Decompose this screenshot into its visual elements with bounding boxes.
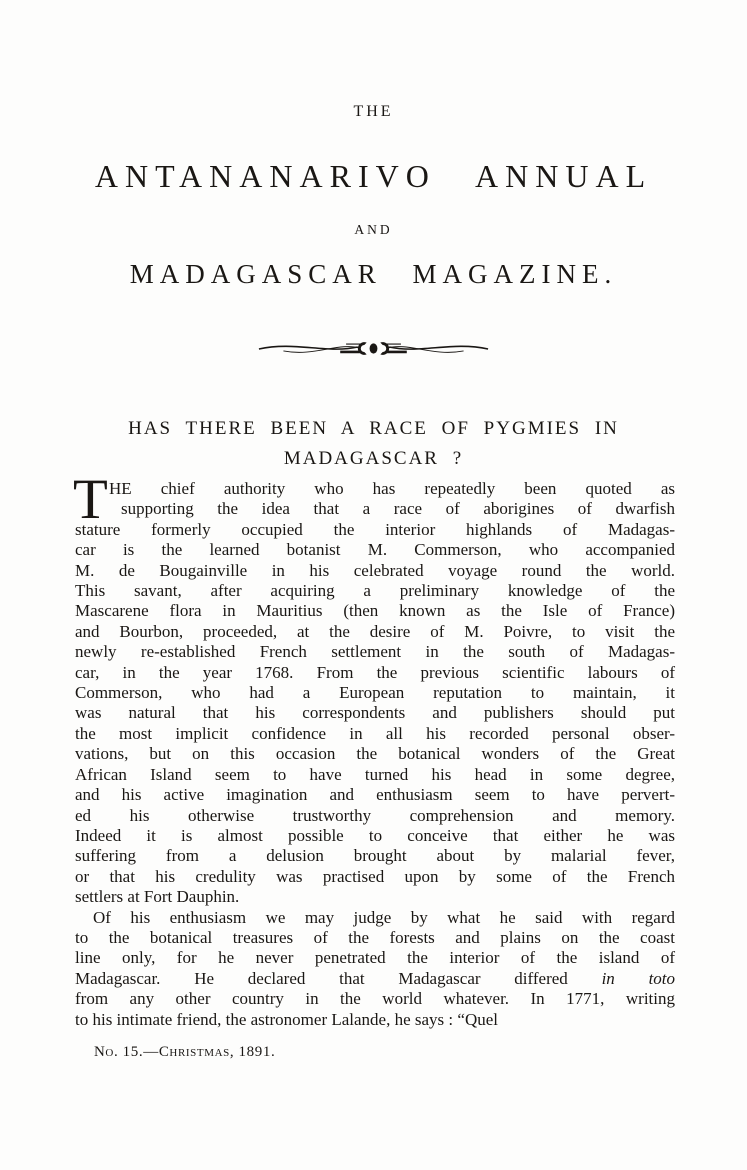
text-line: stature formerly occupied the interior highlands of Madagas- <box>75 519 675 539</box>
text-line: was natural that his correspondents and publishers should put <box>75 703 675 723</box>
text-line: HE chief authority who has repeatedly been quoted as <box>109 479 675 498</box>
masthead-kicker: THE <box>353 103 394 120</box>
text-line: vations, but on this occasion the botanical wonders of the Great <box>75 744 675 764</box>
masthead-title: ANTANANARIVO ANNUAL <box>94 158 653 194</box>
text-segment: Madagascar. He declared that Madagascar differed <box>75 968 568 988</box>
issue-footer: No. 15.—Christmas, 1891. <box>94 1044 276 1060</box>
article-body <box>73 468 676 1030</box>
flourish-divider-icon <box>0 335 747 363</box>
article-heading <box>0 414 747 474</box>
text-line: and his active imagination and enthusiasm seem to have pervert- <box>75 785 675 805</box>
text-line: or that his credulity was practised upon by some of the French <box>75 866 675 886</box>
text-line: and Bourbon, proceeded, at the desire of M. Poivre, to visit the <box>75 621 675 641</box>
paragraph-1 <box>73 468 675 908</box>
article-heading-line2: MADAGASCAR ? <box>283 448 464 469</box>
paragraph-2 <box>75 908 675 1030</box>
masthead-conjunction: AND <box>354 222 393 237</box>
text-line: newly re-established French settlement in the south of Madagas- <box>75 642 675 662</box>
text-line: suffering from a delusion brought about by malarial fever, <box>75 846 675 866</box>
text-line: to the botanical treasures of the forests and plains on the coast <box>75 927 675 947</box>
drop-cap: T <box>73 468 108 531</box>
text-line: line only, for he never penetrated the interior of the island of <box>75 948 675 968</box>
text-line: Mascarene flora in Mauritius (then known as the Isle of France) <box>75 601 675 621</box>
italic-phrase: in toto <box>601 968 676 988</box>
article-heading-line1: HAS THERE BEEN A RACE OF PYGMIES IN <box>128 418 619 439</box>
text-line: supporting the idea that a race of aborigines of dwarfish <box>121 499 675 519</box>
text-line: car is the learned botanist M. Commerson, who accompanied <box>75 540 675 560</box>
text-line: car, in the year 1768. From the previous scientific labours of <box>75 662 675 682</box>
text-line: to his intimate friend, the astronomer Lalande, he says : “Quel <box>75 1009 498 1029</box>
text-line: Indeed it is almost possible to conceive that either he was <box>75 825 675 845</box>
text-line <box>75 969 675 989</box>
text-line: M. de Bougainville in his celebrated voyage round the world. <box>75 560 675 580</box>
masthead-subtitle: MADAGASCAR MAGAZINE. <box>129 259 618 289</box>
text-line: settlers at Fort Dauphin. <box>75 887 240 907</box>
text-line: the most implicit confidence in all his recorded personal obser- <box>75 723 675 743</box>
text-line: Of his enthusiasm we may judge by what he said with regard <box>93 907 675 927</box>
text-line: African Island seem to have turned his head in some degree, <box>75 764 675 784</box>
text-line: ed his otherwise trustworthy comprehension and memory. <box>75 805 675 825</box>
text-line: from any other country in the world whatever. In 1771, writing <box>75 989 675 1009</box>
text-line: Commerson, who had a European reputation to maintain, it <box>75 683 675 703</box>
text-line: This savant, after acquiring a preliminary knowledge of the <box>75 581 675 601</box>
